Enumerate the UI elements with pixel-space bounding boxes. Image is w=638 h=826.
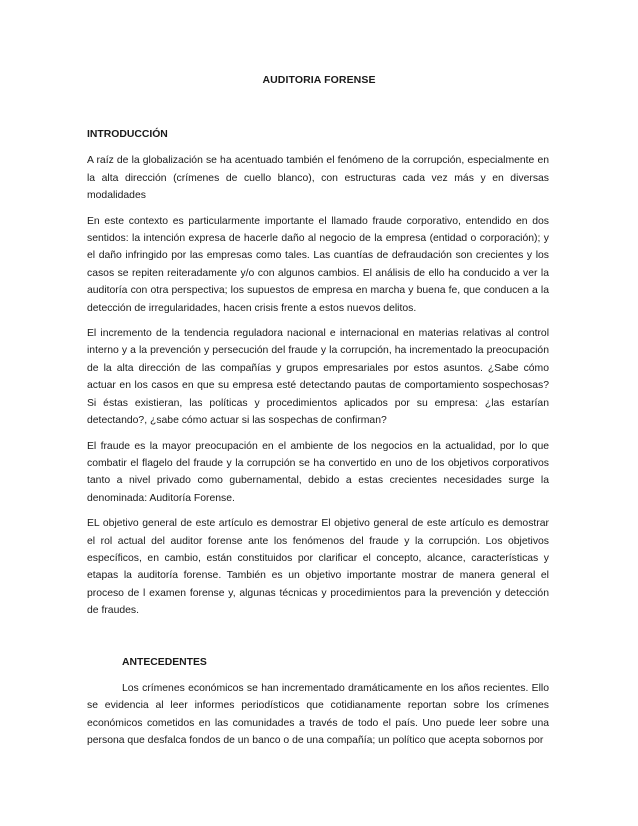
intro-paragraph-1: A raíz de la globalización se ha acentuado también el fenómeno de la corrupción, especialmente en la alta dirección (crímenes de cuello blanco), con estructuras cada vez más y en diversas modalidades [87, 155, 549, 202]
background-paragraph: Los crímenes económicos se han incrementado dramáticamente en los años recientes. Ello se evidencia al leer informes periodísticos que cotidianamente reportan sobre los crímenes económicos cometidos en las comunidades a través de todo el país. Uno puede leer sobre una persona que desfalca fondos de un banco o de una compañía; un político que acepta sobornos por [87, 682, 549, 747]
introduction-heading: INTRODUCCIÓN [87, 129, 168, 140]
document-title: AUDITORIA FORENSE [262, 74, 376, 86]
background-heading: ANTECEDENTES [122, 656, 207, 668]
intro-paragraph-4: El fraude es la mayor preocupación en el ambiente de los negocios en la actualidad, por lo que combatir el flagelo del fraude y la corrupción se ha convertido en uno de los objetivos corporativos tanto a nivel privado como gubernamental, debido a estas crecientes necesidades surge la denominada: Auditoría Forense. [87, 440, 549, 504]
intro-paragraph-2: En este contexto es particularmente importante el llamado fraude corporativo, entendido en dos sentidos: la intención expresa de hacerle daño al negocio de la empresa (entidad o corporación); y el daño infringido por las empresas como tales. Las cuantías de defraudación son crecientes y los casos se repiten reiteradamente y/o con algunos cambios. El análisis de ello ha conducido a ver la auditoría con otra perspectiva; los supuestos de empresa en marcha y buena fe, que conducen a la detección de irregularidades, hacen crisis frente a estos nuevos delitos. [87, 215, 549, 314]
document-body [87, 126, 549, 750]
section-spacer [87, 628, 549, 654]
intro-paragraph-3: El incremento de la tendencia reguladora nacional e internacional en materias relativas al control interno y a la prevención y persecución del fraude y la corrupción, ha incrementado la preocupación de la alta dirección de las compañías y grupos empresariales por estos asuntos. ¿Sabe cómo actuar en los casos en que su empresa esté detectando pautas de comportamiento sospechosas? Si éstas existieran, las políticas y procedimientos aplicados por su empresa: ¿las estarían detectando?, ¿sabe cómo actuar si las sospechas de confirman? [87, 328, 549, 427]
intro-paragraph-5: EL objetivo general de este artículo es demostrar El objetivo general de este artículo es demostrar el rol actual del auditor forense ante los fenómenos del fraude y la corrupción. Los objetivos específicos, en cambio, están constituidos por clarificar el concepto, alcance, características y etapas la auditoría forense. También es un objetivo importante mostrar de manera general el proceso de l examen forense y, algunas técnicas y procedimientos para la prevención y detección de fraudes. [87, 518, 549, 617]
